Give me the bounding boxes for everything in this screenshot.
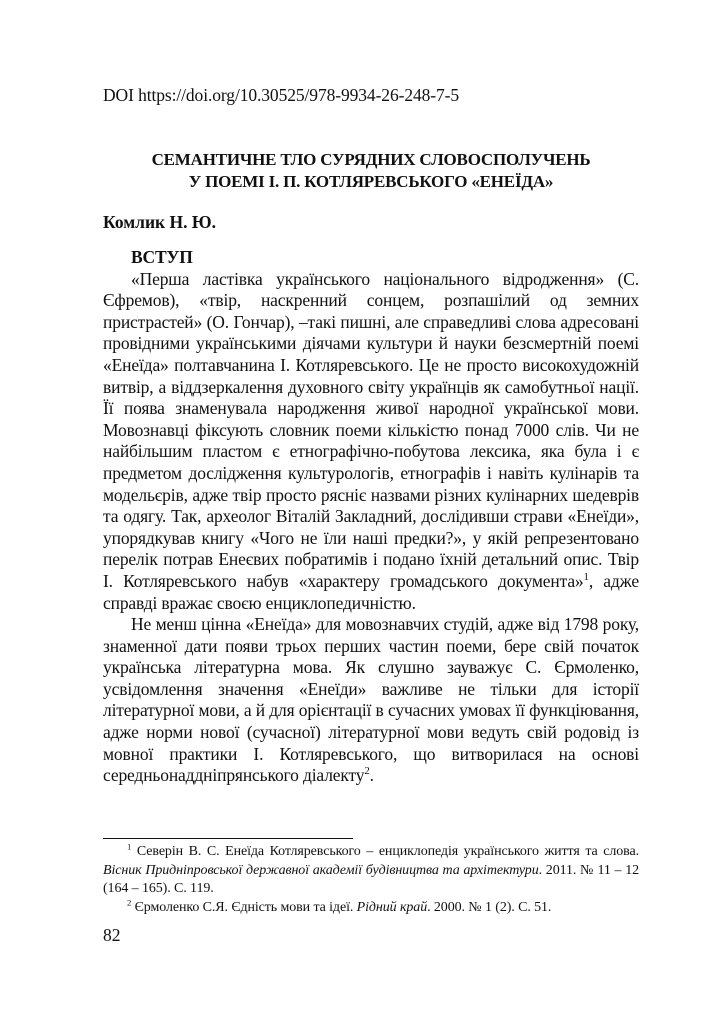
footnote-2-details: . 2000. № 1 (2). С. 51. <box>427 899 552 915</box>
section-heading: ВСТУП <box>131 247 193 267</box>
footnote-ref-2[interactable]: 2 <box>364 765 370 778</box>
page-number: 82 <box>103 925 121 945</box>
paragraph-2-text: Не менш цінна «Енеїда» для мовознавчих студій, адже від 1798 року, знаменної дати появи трьох перших частин поеми, бере свій початок українська літературна мова. Як слушно зауважує С. Єрмоленко, усвідомлення значення «Енеїди» важливе не тільки для історії літературної мови, а й для орієнтації в сучасних умовах її функціювання, адже норми нової (сучасної) літературної мови ведуть свій родовід із мовної практики І. Котляревського, що витворилася на основі середньонаддніпрянського діалекту <box>103 614 639 786</box>
author-name: Комлик Н. Ю. <box>103 212 216 232</box>
article-body <box>103 247 639 787</box>
paragraph-2 <box>103 614 639 787</box>
footnotes <box>103 843 639 917</box>
footnote-mark: 1 <box>127 841 132 852</box>
footnote-2 <box>103 896 639 918</box>
footnote-2-text: Єрмоленко С.Я. Єдність мови та ідеї. <box>131 899 357 915</box>
footnote-ref-1[interactable]: 1 <box>583 571 589 584</box>
article-title-line-2: У ПОЕМІ І. П. КОТЛЯРЕВСЬКОГО «ЕНЕЇДА» <box>188 172 554 191</box>
footnote-1-journal: Вісник Придніпровської державної академії будівництва та архітектури <box>103 862 539 878</box>
paragraph-1 <box>103 269 639 615</box>
doi-line: DOI https://doi.org/10.30525/978-9934-26-248-7-5 <box>103 85 460 105</box>
footnote-1-text: Северін В. С. Енеїда Котляревського – енциклопедія українського життя та слова. <box>131 844 639 859</box>
footnote-2-journal: Рідний край <box>356 899 428 915</box>
footnote-1-details: . 2011. № 11 – 12 (164 – 165). С. 119. <box>103 862 639 896</box>
footnote-separator <box>103 838 353 839</box>
paragraph-2-tail: . <box>369 765 374 786</box>
footnote-mark: 2 <box>127 896 132 907</box>
article-title-line-1: СЕМАНТИЧНЕ ТЛО СУРЯДНИХ СЛОВОСПОЛУЧЕНЬ <box>151 150 591 169</box>
footnote-1 <box>103 843 639 899</box>
paragraph-1-text: «Перша ластівка українського національного відродження» (С. Єфремов), «твір, наскренний сонцем, розпашілий од земних пристрастей» (О. Гончар), –такі пишні, але справедливі слова адресовані провідними українськими діячами культури й науки безсмертній поемі «Енеїда» полтавчанина І. Котляревського. Це не просто високохудожній витвір, а віддзеркалення духовного світу українців як самобутньої нації. Її поява знаменувала народження живої народної української мови. Мовознавці фіксують словник поеми кількістю понад 7000 слів. Чи не найбільшим пластом є етнографічно-побутова лексика, яка була і є предметом дослідження культурологів, етнографів і навіть кулінарів та модельєрів, адже твір просто рясніє назвами різних кулінарних шедеврів та одягу. Так, археолог Віталій Закладний, дослідивши страви «Енеїди», упорядкував книгу «Чого не їли наші предки?», у якій репрезентовано перелік потрав Енеєвих побратимів і подано їхній детальний опис. Твір І. Котляревського набув «характеру громадського документа» <box>103 268 639 591</box>
article-title <box>103 149 639 193</box>
paragraph-1-tail: , адже справді вражає своєю енциклопедичністю. <box>103 570 639 613</box>
